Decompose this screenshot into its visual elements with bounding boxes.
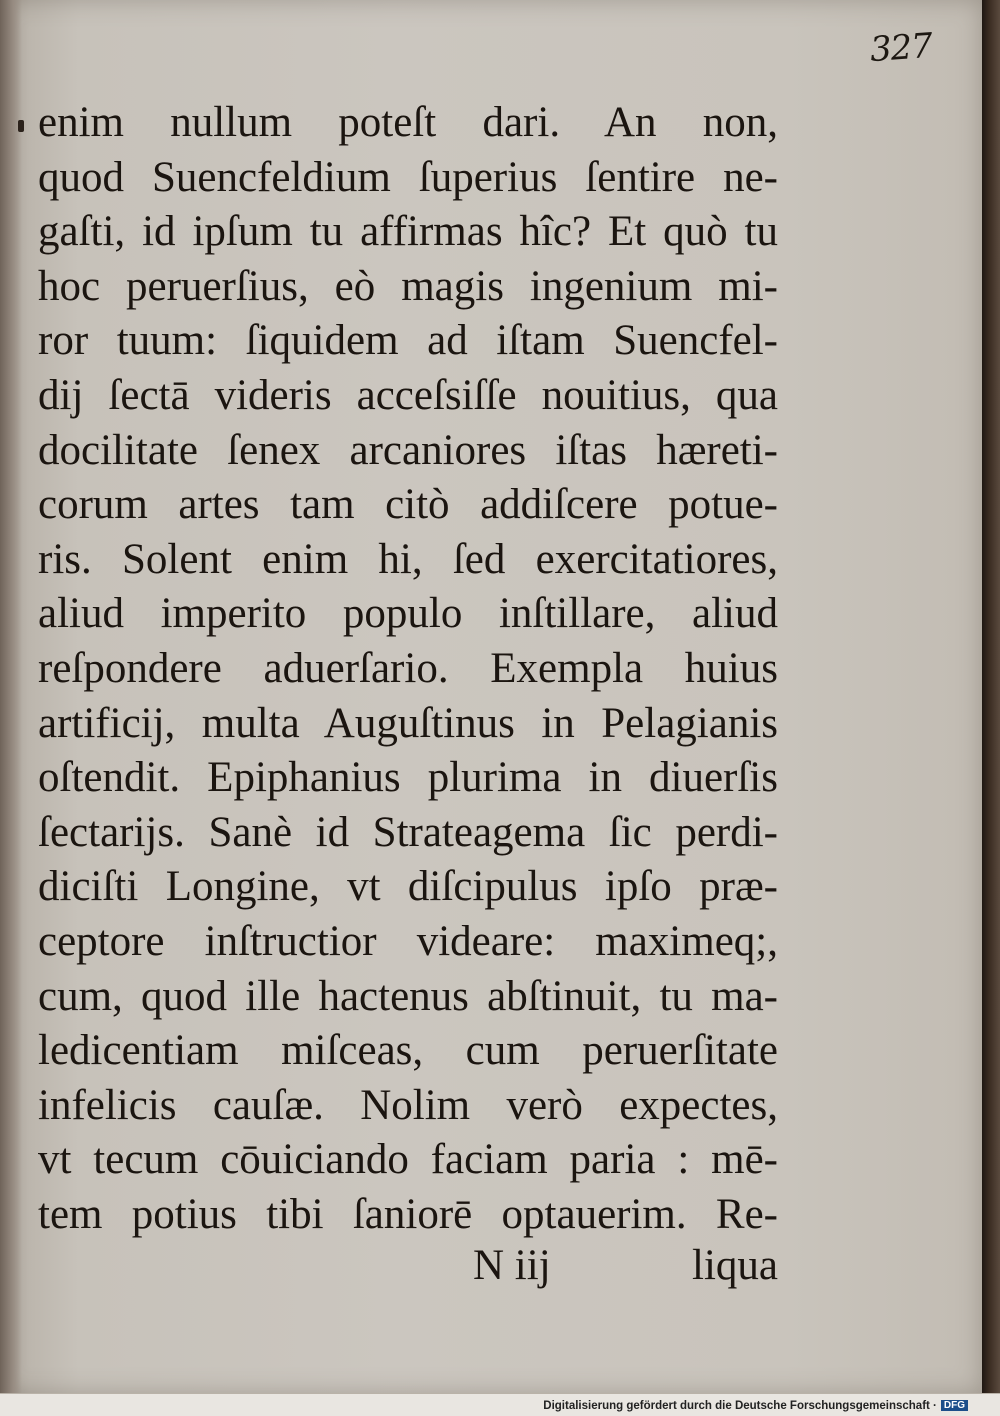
- text-line: artificij, multa Auguſtinus in Pelagianis: [38, 699, 778, 747]
- text-line: hoc peruerſius, eò magis ingenium mi-: [38, 262, 778, 310]
- text-line: reſpondere aduerſario. Exempla huius: [38, 644, 778, 692]
- signature-mark: N iij: [473, 1242, 551, 1289]
- text-line: ledicentiam miſceas, cum peruerſitate: [38, 1027, 778, 1075]
- credit-text: Digitalisierung gefördert durch die Deutsche Forschungsgemeinschaft ·: [543, 1400, 937, 1412]
- text-line: tem potius tibi ſaniorē optauerim. Re-: [38, 1190, 778, 1238]
- dfg-logo-icon: DFG: [941, 1400, 968, 1411]
- page-edge-shadow: [982, 0, 1000, 1416]
- text-line: corum artes tam citò addiſcere potue-: [38, 481, 778, 529]
- catch-line: [38, 1236, 778, 1296]
- text-line: enim nullum poteſt dari. An non,: [38, 99, 778, 146]
- text-line: oſtendit. Epiphanius plurima in diuerſis: [38, 754, 778, 802]
- text-line: diciſti Longine, vt diſcipulus ipſo præ-: [38, 863, 778, 911]
- text-line: cum, quod ille hactenus abſtinuit, tu ma-: [38, 972, 778, 1020]
- text-line: infelicis cauſæ. Nolim verò expectes,: [38, 1081, 778, 1129]
- text-line: docilitate ſenex arcaniores iſtas hæreti-: [38, 426, 778, 474]
- text-line: gaſti, id ipſum tu affirmas hîc? Et quò tu: [38, 208, 778, 256]
- text-line: aliud imperito populo inſtillare, aliud: [38, 590, 778, 638]
- page-number: 327: [868, 25, 934, 71]
- footer-bar: [0, 1393, 1000, 1416]
- funding-credit: [543, 1400, 968, 1412]
- text-line: ſectarijs. Sanè id Strateagema ſic perdi-: [38, 808, 778, 856]
- body-text: [38, 96, 778, 1242]
- binding-gutter: [0, 0, 22, 1394]
- text-line: ris. Solent enim hi, ſed exercitatiores,: [38, 535, 778, 583]
- catchword: liqua: [692, 1242, 778, 1289]
- text-line: vt tecum cōuiciando faciam paria : mē-: [38, 1136, 778, 1184]
- text-line: ror tuum: ſiquidem ad iſtam Suencfel-: [38, 317, 778, 365]
- text-line: ceptore inſtructior videare: maximeq;,: [38, 917, 778, 965]
- text-line: dij ſectā videris acceſsiſſe nouitius, qua: [38, 371, 778, 419]
- text-line: quod Suencfeldium ſuperius ſentire ne-: [38, 153, 778, 201]
- margin-mark: [18, 120, 24, 132]
